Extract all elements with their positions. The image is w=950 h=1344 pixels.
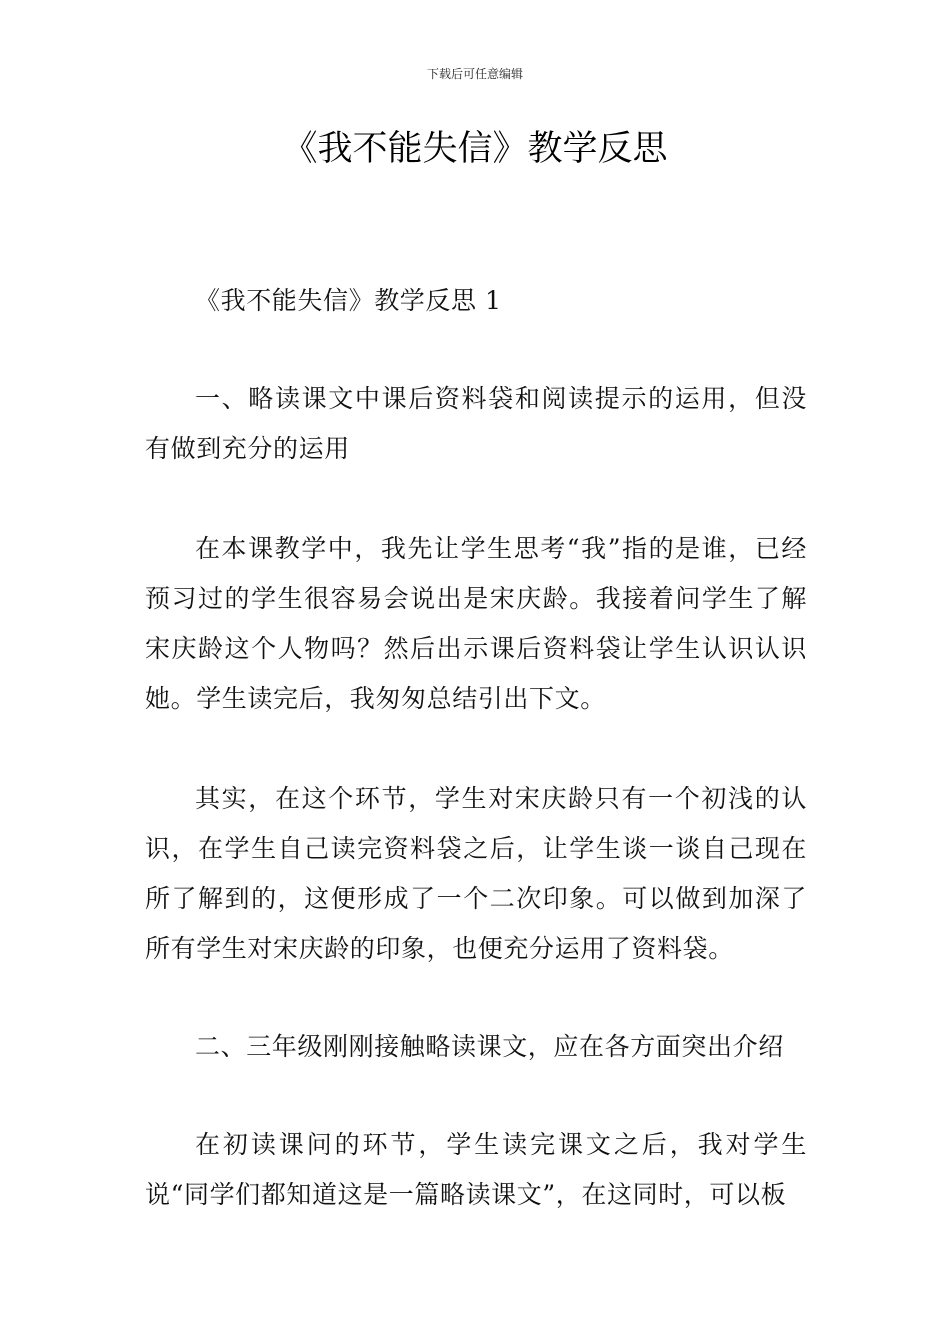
paragraph-1: 在本课教学中，我先让学生思考“我”指的是谁，已经预习过的学生很容易会说出是宋庆龄。我接着问学生了解宋庆龄这个人物吗？然后出示课后资料袋让学生认识认识她。学生读完后，我匆匆总结引出下文。 xyxy=(145,534,807,713)
section-heading-2: 二、三年级刚刚接触略读课文，应在各方面突出介绍 xyxy=(195,1032,784,1061)
document-title: 《我不能失信》教学反思 xyxy=(282,129,668,169)
paragraph-3: 在初读课问的环节，学生读完课文之后，我对学生说“同学们都知道这是一篇略读课文”，在这同时，可以板 xyxy=(145,1130,807,1209)
header-note: 下载后可任意编辑 xyxy=(426,67,523,81)
section-subtitle: 《我不能失信》教学反思 1 xyxy=(195,286,502,315)
paragraph-2: 其实，在这个环节，学生对宋庆龄只有一个初浅的认识，在学生自己读完资料袋之后，让学生谈一谈自己现在所了解到的，这便形成了一个二次印象。可以做到加深了所有学生对宋庆龄的印象，也便充分运用了资料袋。 xyxy=(145,784,807,963)
section-heading-1: 一、略读课文中课后资料袋和阅读提示的运用，但没有做到充分的运用 xyxy=(145,384,807,463)
